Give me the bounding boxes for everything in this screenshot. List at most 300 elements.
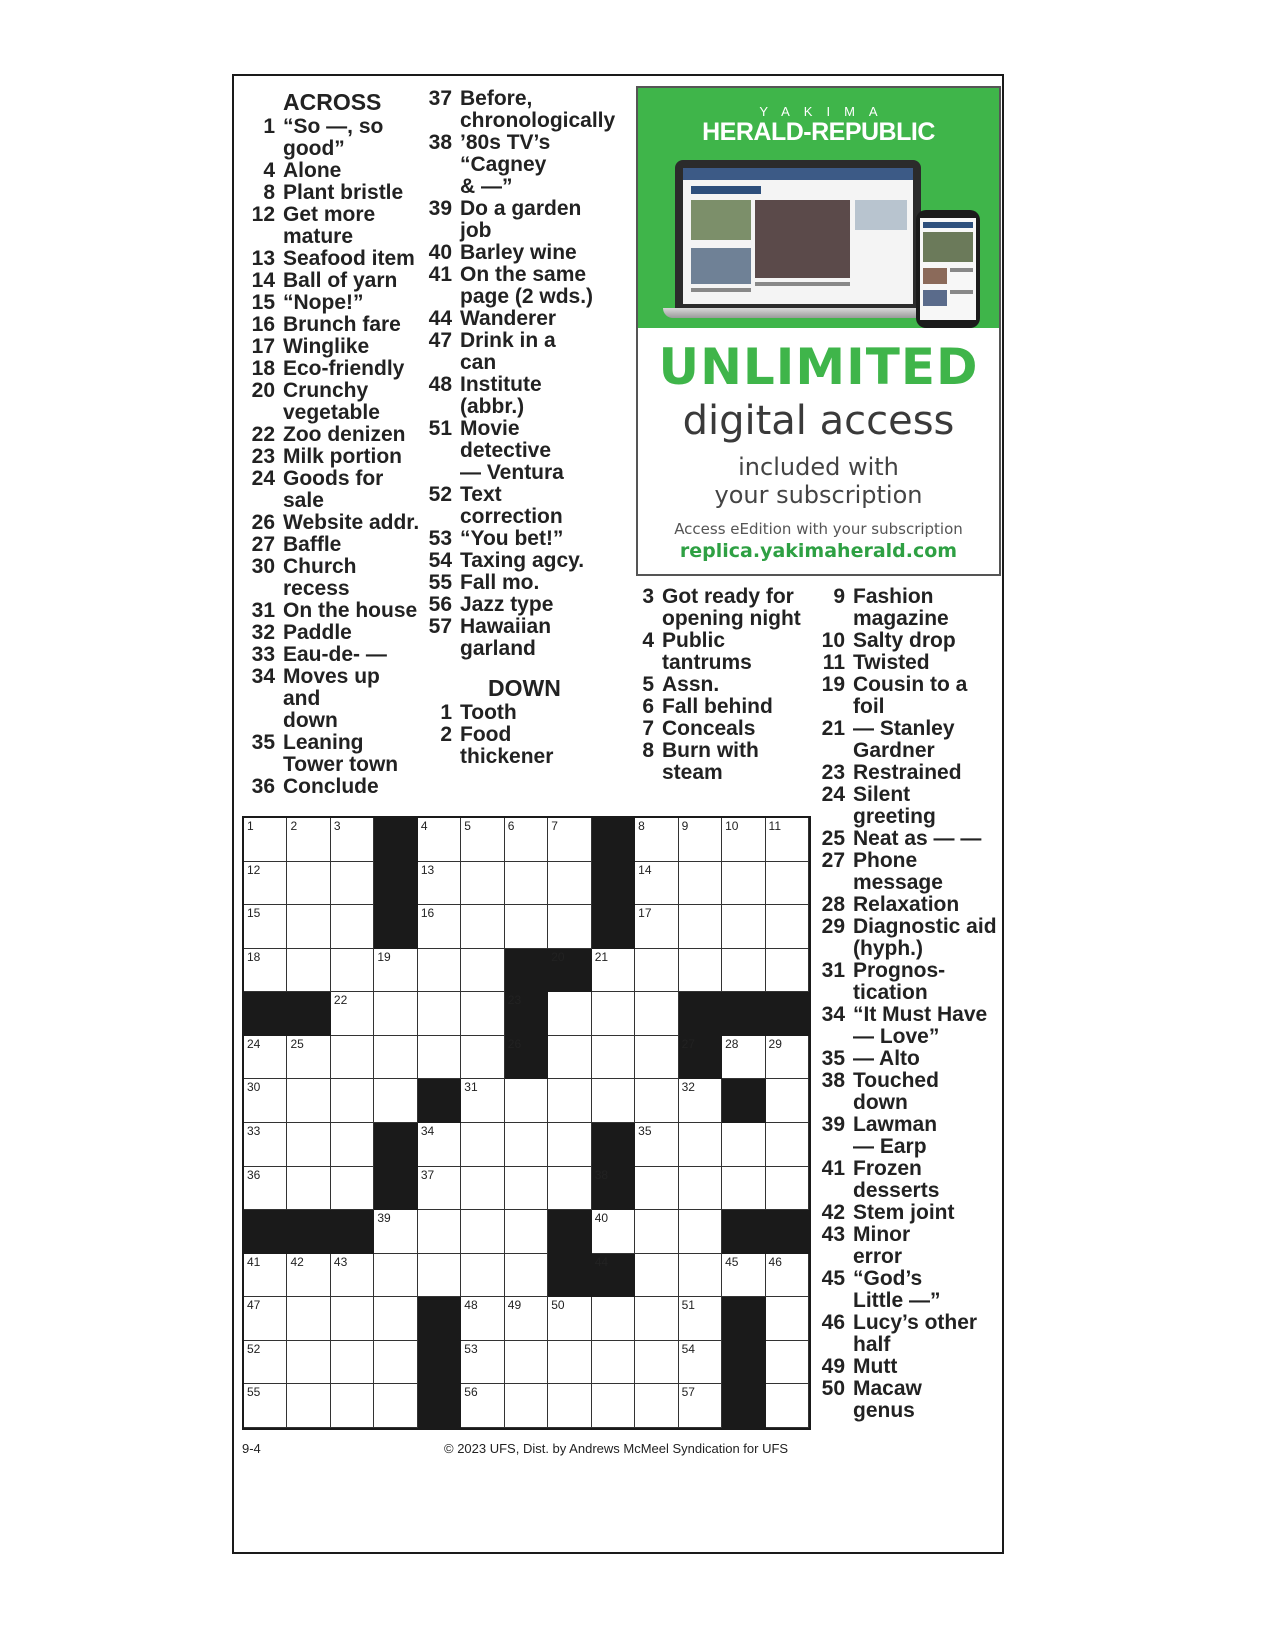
grid-cell[interactable] xyxy=(461,1036,504,1080)
clue-number: 22 xyxy=(251,423,275,446)
grid-cell[interactable] xyxy=(722,1167,765,1211)
clue-number: 41 xyxy=(821,1157,845,1180)
black-square xyxy=(418,1341,461,1385)
grid-cell[interactable] xyxy=(766,1297,809,1341)
grid-cell[interactable] xyxy=(635,905,678,949)
grid-cell[interactable] xyxy=(418,905,461,949)
grid-cell[interactable] xyxy=(461,1210,504,1254)
grid-cell[interactable] xyxy=(635,862,678,906)
clue-text: Eco-friendly xyxy=(283,357,405,380)
down-clue-28 xyxy=(814,894,1004,916)
grid-cell[interactable] xyxy=(331,1297,374,1341)
down-clue-23 xyxy=(814,762,1004,784)
clue-text: Restrained xyxy=(853,761,962,784)
clue-text: Milk portion xyxy=(283,445,402,468)
grid-cell[interactable] xyxy=(244,1297,287,1341)
grid-cell[interactable] xyxy=(418,818,461,862)
grid-cell[interactable] xyxy=(461,862,504,906)
down-clue-5 xyxy=(630,674,814,696)
clue-text: Brunch fare xyxy=(283,313,401,336)
grid-cell[interactable] xyxy=(287,1297,330,1341)
grid-cell[interactable] xyxy=(722,1254,765,1298)
grid-cell[interactable] xyxy=(244,949,287,993)
grid-cell[interactable] xyxy=(592,1036,635,1080)
clue-text: “God’s Little —” xyxy=(853,1267,941,1312)
grid-cell[interactable] xyxy=(635,949,678,993)
grid-cell[interactable] xyxy=(635,1123,678,1167)
across-clue-38 xyxy=(428,132,628,198)
grid-cell[interactable] xyxy=(244,1254,287,1298)
across-clue-14 xyxy=(244,270,420,292)
grid-cell[interactable] xyxy=(244,1036,287,1080)
grid-cell[interactable] xyxy=(287,1384,330,1428)
clue-number: 13 xyxy=(251,247,275,270)
grid-cell[interactable] xyxy=(244,818,287,862)
clue-text: Alone xyxy=(283,159,342,182)
clue-number: 28 xyxy=(821,893,845,916)
grid-cell[interactable] xyxy=(331,1254,374,1298)
grid-cell[interactable] xyxy=(418,949,461,993)
cell-number: 5 xyxy=(464,819,471,833)
clue-number: 19 xyxy=(821,673,845,696)
clue-text: Twisted xyxy=(853,651,930,674)
grid-cell[interactable] xyxy=(635,992,678,1036)
grid-cell[interactable] xyxy=(287,1254,330,1298)
grid-cell[interactable] xyxy=(374,1210,417,1254)
cell-number: 26 xyxy=(507,1036,522,1051)
cell-number: 36 xyxy=(247,1167,261,1182)
across-clue-26 xyxy=(244,512,420,534)
ad-headline: UNLIMITED xyxy=(658,338,979,396)
black-square xyxy=(722,1297,765,1341)
clue-number: 55 xyxy=(428,571,452,594)
grid-cell[interactable] xyxy=(331,862,374,906)
grid-cell[interactable] xyxy=(592,1297,635,1341)
clue-text: Eau-de- — xyxy=(283,643,387,666)
across-clue-33 xyxy=(244,644,420,666)
grid-cell[interactable] xyxy=(592,949,635,993)
grid-cell[interactable] xyxy=(331,1036,374,1080)
ad-subhead: digital access xyxy=(682,398,955,444)
grid-cell[interactable] xyxy=(766,905,809,949)
cell-number: 42 xyxy=(290,1254,304,1269)
black-square xyxy=(592,1167,635,1211)
clue-number: 24 xyxy=(821,783,845,806)
down-clue-45 xyxy=(814,1268,1004,1312)
clue-text: Cousin to a foil xyxy=(853,673,968,718)
grid-cell[interactable] xyxy=(548,992,591,1036)
black-square xyxy=(592,1254,635,1298)
grid-cell[interactable] xyxy=(461,818,504,862)
grid-cell[interactable] xyxy=(287,1341,330,1385)
cell-number: 28 xyxy=(725,1036,739,1051)
across-clue-12 xyxy=(244,204,420,248)
grid-cell[interactable] xyxy=(635,1036,678,1080)
clue-number: 20 xyxy=(251,379,275,402)
grid-cell[interactable] xyxy=(505,905,548,949)
grid-cell[interactable] xyxy=(548,862,591,906)
grid-cell[interactable] xyxy=(505,1254,548,1298)
clue-list xyxy=(814,586,1004,1422)
grid-cell[interactable] xyxy=(592,1384,635,1428)
grid-cell[interactable] xyxy=(331,992,374,1036)
clue-number: 57 xyxy=(428,615,452,638)
grid-cell[interactable] xyxy=(374,992,417,1036)
black-square xyxy=(548,949,591,993)
grid-cell[interactable] xyxy=(461,1341,504,1385)
clue-text: ’80s TV’s “Cagney & —” xyxy=(460,131,551,198)
grid-cell[interactable] xyxy=(548,1036,591,1080)
grid-cell[interactable] xyxy=(548,1167,591,1211)
grid-cell[interactable] xyxy=(287,818,330,862)
grid-cell[interactable] xyxy=(505,1384,548,1428)
clue-number: 56 xyxy=(428,593,452,616)
grid-cell[interactable] xyxy=(461,905,504,949)
grid-cell[interactable] xyxy=(635,1341,678,1385)
clue-number: 46 xyxy=(821,1311,845,1334)
grid-cell[interactable] xyxy=(287,949,330,993)
clue-number: 39 xyxy=(821,1113,845,1136)
grid-cell[interactable] xyxy=(287,1036,330,1080)
grid-cell[interactable] xyxy=(418,1123,461,1167)
grid-cell[interactable] xyxy=(418,1167,461,1211)
cell-number: 24 xyxy=(247,1036,261,1051)
grid-cell[interactable] xyxy=(548,1384,591,1428)
grid-cell[interactable] xyxy=(548,1297,591,1341)
clue-text: On the same page (2 wds.) xyxy=(460,263,594,308)
grid-cell[interactable] xyxy=(679,1254,722,1298)
grid-cell[interactable] xyxy=(418,1036,461,1080)
clue-number: 43 xyxy=(821,1223,845,1246)
grid-cell[interactable] xyxy=(766,1254,809,1298)
cell-number: 57 xyxy=(681,1385,695,1400)
across-clue-56 xyxy=(428,594,628,616)
grid-cell[interactable] xyxy=(722,1123,765,1167)
ad-brand-logo: HERALD-REPUBLIC xyxy=(702,118,935,146)
clue-text: Tooth xyxy=(460,701,517,724)
cell-number: 15 xyxy=(247,906,261,921)
grid-cell[interactable] xyxy=(374,1254,417,1298)
down-clue-4 xyxy=(630,630,814,674)
cell-number: 23 xyxy=(507,993,522,1008)
grid-cell[interactable] xyxy=(635,1384,678,1428)
black-square xyxy=(722,1079,765,1123)
clue-text: Stem joint xyxy=(853,1201,955,1224)
across-clue-55 xyxy=(428,572,628,594)
clue-number: 49 xyxy=(821,1355,845,1378)
grid-cell[interactable] xyxy=(766,1079,809,1123)
grid-cell[interactable] xyxy=(418,1210,461,1254)
grid-cell[interactable] xyxy=(766,1384,809,1428)
grid-cell[interactable] xyxy=(505,818,548,862)
cell-number: 16 xyxy=(420,906,435,921)
grid-cell[interactable] xyxy=(331,949,374,993)
grid-cell[interactable] xyxy=(287,1167,330,1211)
clue-number: 27 xyxy=(251,533,275,556)
grid-cell[interactable] xyxy=(766,1341,809,1385)
clue-text: Wanderer xyxy=(460,307,557,330)
down-clue-7 xyxy=(630,718,814,740)
grid-cell[interactable] xyxy=(418,862,461,906)
clue-number: 4 xyxy=(263,159,275,182)
grid-cell[interactable] xyxy=(548,905,591,949)
clue-text: Before, chronologically xyxy=(460,87,616,132)
grid-cell[interactable] xyxy=(722,949,765,993)
grid-cell[interactable] xyxy=(548,1123,591,1167)
grid-cell[interactable] xyxy=(548,818,591,862)
grid-cell[interactable] xyxy=(244,1123,287,1167)
grid-cell[interactable] xyxy=(548,1341,591,1385)
across-clue-16 xyxy=(244,314,420,336)
down-clue-24 xyxy=(814,784,1004,828)
clue-text: Conclude xyxy=(283,775,379,798)
grid-cell[interactable] xyxy=(461,992,504,1036)
clue-number: 36 xyxy=(251,775,275,798)
grid-cell[interactable] xyxy=(722,818,765,862)
black-square xyxy=(766,992,809,1036)
grid-cell[interactable] xyxy=(679,1079,722,1123)
grid-cell[interactable] xyxy=(505,1123,548,1167)
clue-text: Got ready for opening night xyxy=(662,585,801,630)
clue-number: 37 xyxy=(428,87,452,110)
clue-text: — Stanley Gardner xyxy=(853,717,955,762)
cell-number: 30 xyxy=(247,1080,261,1095)
cell-number: 46 xyxy=(768,1254,782,1269)
grid-cell[interactable] xyxy=(244,1079,287,1123)
grid-cell[interactable] xyxy=(331,1384,374,1428)
clue-number: 2 xyxy=(440,723,452,746)
black-square xyxy=(592,862,635,906)
across-clue-41 xyxy=(428,264,628,308)
ad-url-link[interactable]: replica.yakimaherald.com xyxy=(679,540,958,562)
clue-text: Jazz type xyxy=(460,593,554,616)
black-square xyxy=(505,992,548,1036)
grid-cell[interactable] xyxy=(722,1036,765,1080)
grid-cell[interactable] xyxy=(461,1297,504,1341)
clue-text: Ball of yarn xyxy=(283,269,398,292)
across-clue-47 xyxy=(428,330,628,374)
clue-text: Fall behind xyxy=(662,695,773,718)
clue-number: 17 xyxy=(251,335,275,358)
down-clue-43 xyxy=(814,1224,1004,1268)
cell-number: 13 xyxy=(420,862,435,877)
grid-cell[interactable] xyxy=(505,1297,548,1341)
ad-included-text: included with your subscription xyxy=(714,453,923,509)
clue-number: 11 xyxy=(822,651,845,674)
grid-cell[interactable] xyxy=(331,905,374,949)
across-clue-15 xyxy=(244,292,420,314)
black-square xyxy=(592,818,635,862)
grid-cell[interactable] xyxy=(679,1384,722,1428)
grid-cell[interactable] xyxy=(244,1341,287,1385)
clue-text: Moves up and down xyxy=(283,665,380,732)
grid-cell[interactable] xyxy=(418,1254,461,1298)
grid-cell[interactable] xyxy=(244,905,287,949)
down-clue-8 xyxy=(630,740,814,784)
grid-cell[interactable] xyxy=(679,1210,722,1254)
grid-cell[interactable] xyxy=(635,1167,678,1211)
grid-cell[interactable] xyxy=(635,1210,678,1254)
across-clues-column-1 xyxy=(244,88,420,798)
clue-number: 23 xyxy=(251,445,275,468)
across-clues-column-2 xyxy=(428,88,628,768)
across-clue-48 xyxy=(428,374,628,418)
grid-cell[interactable] xyxy=(287,905,330,949)
black-square xyxy=(418,1384,461,1428)
grid-cell[interactable] xyxy=(722,905,765,949)
grid-cell[interactable] xyxy=(374,1341,417,1385)
grid-cell[interactable] xyxy=(374,1297,417,1341)
clue-number: 10 xyxy=(821,629,845,652)
clue-number: 23 xyxy=(821,761,845,784)
grid-cell[interactable] xyxy=(418,992,461,1036)
cell-number: 34 xyxy=(420,1124,435,1138)
grid-cell[interactable] xyxy=(635,1297,678,1341)
across-clue-17 xyxy=(244,336,420,358)
clue-text: Silent greeting xyxy=(853,783,936,828)
across-clue-37 xyxy=(428,88,628,132)
clue-number: 18 xyxy=(251,357,275,380)
grid-cell[interactable] xyxy=(244,862,287,906)
cell-number: 40 xyxy=(594,1211,609,1226)
copyright-notice: © 2023 UFS, Dist. by Andrews McMeel Syndication for UFS xyxy=(444,1441,789,1456)
across-clue-32 xyxy=(244,622,420,644)
clue-text: Assn. xyxy=(662,673,720,696)
clue-text: Conceals xyxy=(662,717,756,740)
down-clue-46 xyxy=(814,1312,1004,1356)
clue-number: 31 xyxy=(251,599,275,622)
across-clue-20 xyxy=(244,380,420,424)
clue-text: Institute (abbr.) xyxy=(460,373,542,418)
cell-number: 10 xyxy=(725,819,739,833)
cell-number: 18 xyxy=(247,949,261,964)
grid-cell[interactable] xyxy=(331,818,374,862)
grid-cell[interactable] xyxy=(505,1167,548,1211)
grid-cell[interactable] xyxy=(592,1341,635,1385)
clue-number: 38 xyxy=(821,1069,845,1092)
black-square xyxy=(722,1341,765,1385)
clue-number: 32 xyxy=(251,621,275,644)
puzzle-date-code: 9-4 xyxy=(242,1441,261,1456)
across-clue-4 xyxy=(244,160,420,182)
cell-number: 6 xyxy=(507,819,515,833)
grid-cell[interactable] xyxy=(331,1341,374,1385)
grid-cell[interactable] xyxy=(592,1210,635,1254)
grid-cell[interactable] xyxy=(505,862,548,906)
grid-cell[interactable] xyxy=(461,1123,504,1167)
grid-cell[interactable] xyxy=(592,1079,635,1123)
grid-cell[interactable] xyxy=(766,862,809,906)
grid-cell[interactable] xyxy=(461,1167,504,1211)
grid-cell[interactable] xyxy=(331,1167,374,1211)
grid-cell[interactable] xyxy=(331,1079,374,1123)
grid-cell[interactable] xyxy=(679,1341,722,1385)
subscription-ad[interactable] xyxy=(636,86,1001,576)
clue-number: 7 xyxy=(642,717,654,740)
grid-cell[interactable] xyxy=(679,1167,722,1211)
clue-number: 14 xyxy=(251,269,275,292)
grid-cell[interactable] xyxy=(374,1384,417,1428)
clue-text: Website addr. xyxy=(283,511,420,534)
clue-number: 30 xyxy=(251,555,275,578)
grid-cell[interactable] xyxy=(766,1123,809,1167)
cell-number: 8 xyxy=(638,819,645,833)
grid-cell[interactable] xyxy=(766,949,809,993)
clue-number: 5 xyxy=(642,673,654,696)
grid-cell[interactable] xyxy=(374,1079,417,1123)
grid-cell[interactable] xyxy=(679,862,722,906)
down-clue-50 xyxy=(814,1378,1004,1422)
cell-number: 17 xyxy=(638,906,652,921)
grid-cell[interactable] xyxy=(461,1079,504,1123)
grid-cell[interactable] xyxy=(505,1210,548,1254)
grid-cell[interactable] xyxy=(679,818,722,862)
grid-cell[interactable] xyxy=(766,818,809,862)
clue-text: Touched down xyxy=(853,1069,939,1114)
grid-cell[interactable] xyxy=(505,1079,548,1123)
clue-text: Paddle xyxy=(283,621,352,644)
cell-number: 35 xyxy=(638,1124,652,1138)
clue-number: 34 xyxy=(251,665,275,688)
grid-cell[interactable] xyxy=(679,1123,722,1167)
grid-cell[interactable] xyxy=(635,1079,678,1123)
black-square xyxy=(679,992,722,1036)
grid-cell[interactable] xyxy=(331,1123,374,1167)
cell-number: 49 xyxy=(507,1298,522,1313)
grid-cell[interactable] xyxy=(461,1384,504,1428)
grid-cell[interactable] xyxy=(374,1036,417,1080)
grid-cell[interactable] xyxy=(287,1079,330,1123)
clue-number: 3 xyxy=(642,585,654,608)
clue-text: Get more mature xyxy=(283,203,376,248)
grid-cell[interactable] xyxy=(766,1036,809,1080)
grid-cell[interactable] xyxy=(635,1254,678,1298)
grid-cell[interactable] xyxy=(722,862,765,906)
grid-cell[interactable] xyxy=(679,1297,722,1341)
cell-number: 9 xyxy=(681,819,689,833)
clue-number: 8 xyxy=(263,181,275,204)
grid-cell[interactable] xyxy=(592,992,635,1036)
grid-cell[interactable] xyxy=(635,818,678,862)
grid-cell[interactable] xyxy=(244,1384,287,1428)
across-clue-35 xyxy=(244,732,420,776)
clue-text: Text correction xyxy=(460,483,563,528)
down-clue-21 xyxy=(814,718,1004,762)
cell-number: 31 xyxy=(464,1080,478,1095)
cell-number: 56 xyxy=(464,1385,478,1400)
grid-cell[interactable] xyxy=(461,949,504,993)
cell-number: 47 xyxy=(247,1298,261,1313)
grid-cell[interactable] xyxy=(679,905,722,949)
grid-cell[interactable] xyxy=(287,862,330,906)
clue-number: 44 xyxy=(428,307,452,330)
clue-text: Winglike xyxy=(283,335,370,358)
grid-cell[interactable] xyxy=(374,949,417,993)
grid-cell[interactable] xyxy=(461,1254,504,1298)
grid-cell[interactable] xyxy=(766,1167,809,1211)
grid-cell[interactable] xyxy=(505,1341,548,1385)
grid-cell[interactable] xyxy=(679,949,722,993)
grid-cell[interactable] xyxy=(548,1079,591,1123)
black-square xyxy=(418,1297,461,1341)
down-clue-1 xyxy=(428,702,628,724)
clue-text: Neat as — — xyxy=(853,827,982,850)
down-clue-39 xyxy=(814,1114,1004,1158)
laptop-image xyxy=(663,160,933,318)
grid-cell[interactable] xyxy=(287,1123,330,1167)
grid-cell[interactable] xyxy=(244,1167,287,1211)
across-clue-51 xyxy=(428,418,628,484)
